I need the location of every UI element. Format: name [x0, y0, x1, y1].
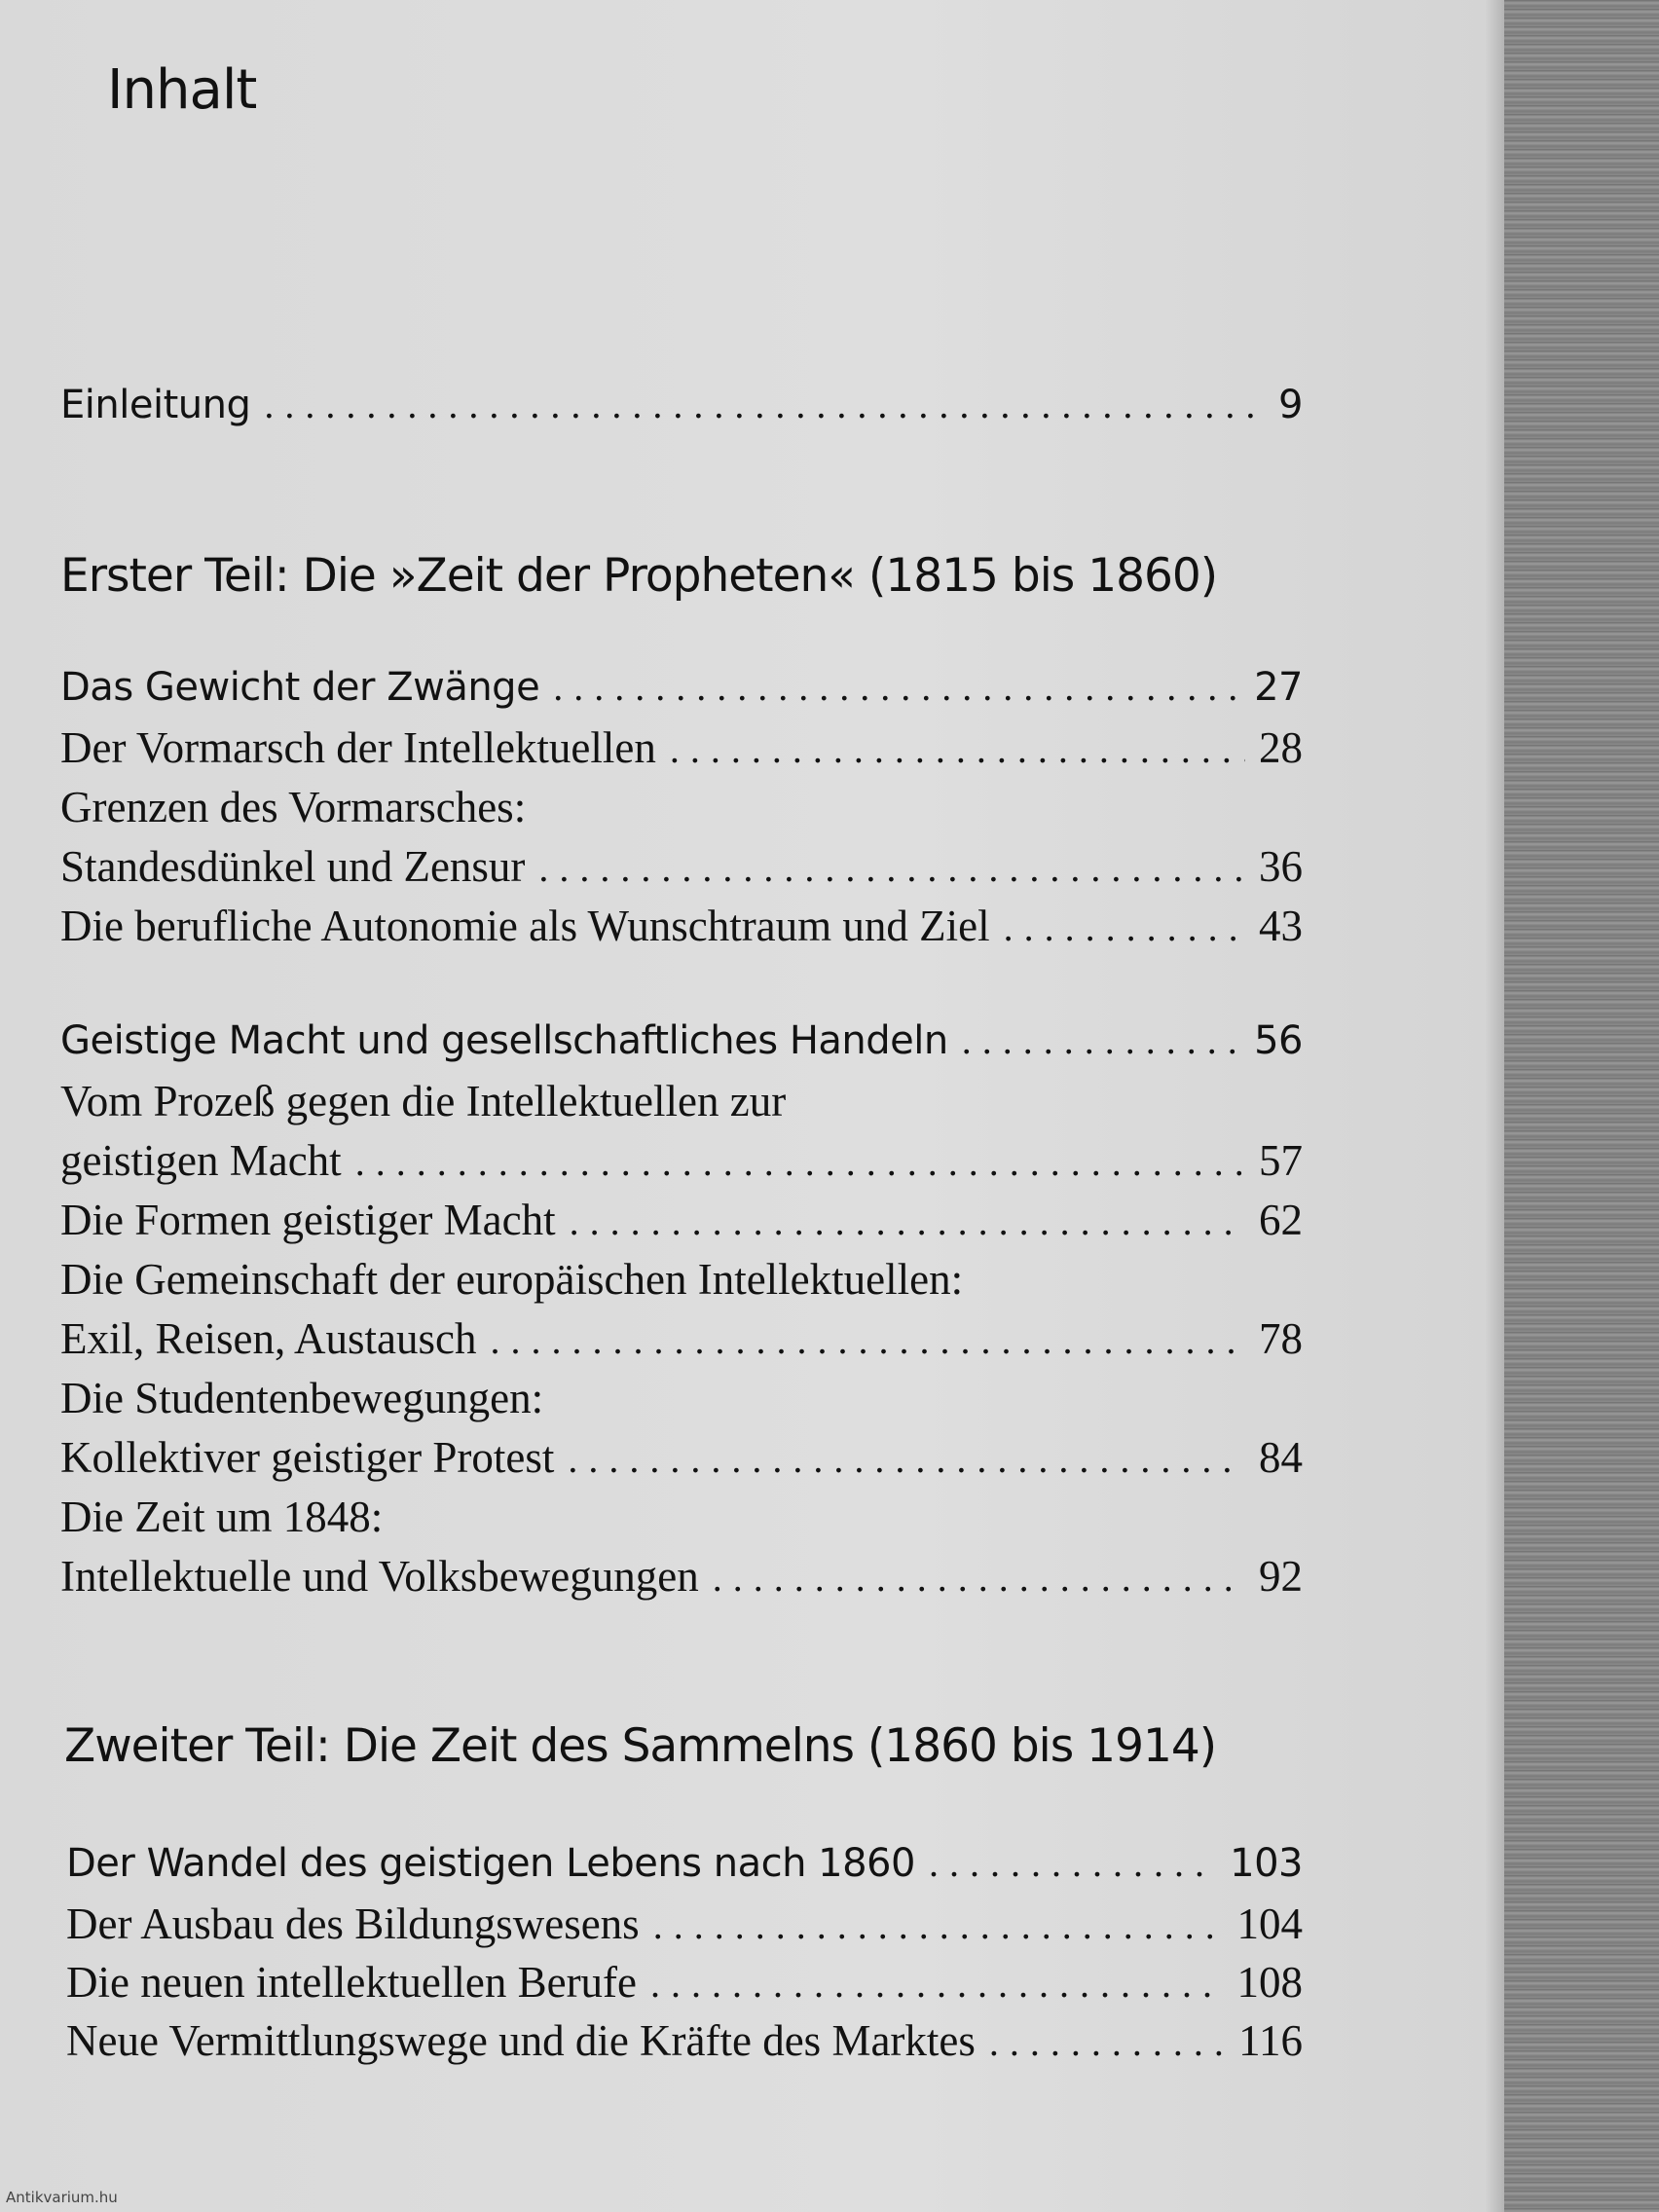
dot-leader — [570, 1198, 1245, 1244]
section-label: Der Vormarsch der Intellektuellen — [60, 723, 656, 772]
toc-section[interactable] — [66, 1899, 1303, 1949]
page-number: 104 — [1236, 1899, 1303, 1948]
dot-leader — [650, 1961, 1223, 2007]
section-label: Die Formen geistiger Macht — [60, 1196, 556, 1244]
toc-heading: Inhalt — [107, 58, 257, 122]
dot-leader — [264, 382, 1265, 427]
section-label: Exil, Reisen, Austausch — [60, 1314, 477, 1363]
toc-section[interactable] — [60, 841, 1303, 892]
page-number: 57 — [1259, 1136, 1303, 1185]
chapter-label: Der Wandel des geistigen Lebens nach 1860 — [66, 1841, 915, 1886]
dot-leader — [929, 1840, 1216, 1886]
page-number: 84 — [1259, 1433, 1303, 1482]
section-label-line1: Die Studentenbewegungen: — [60, 1374, 544, 1422]
part-title: Zweiter Teil: Die Zeit des Sammelns (1860 bis 1914) — [64, 1719, 1217, 1773]
toc-chapter[interactable] — [60, 664, 1303, 710]
page-number: 78 — [1259, 1314, 1303, 1363]
section-label-line1: Vom Prozeß gegen die Intellektuellen zur — [60, 1077, 787, 1125]
section-label: Die neuen intellektuellen Berufe — [66, 1958, 638, 2007]
toc-section[interactable] — [60, 1551, 1303, 1602]
section-label-line1: Die Zeit um 1848: — [60, 1493, 384, 1541]
page-number: 62 — [1259, 1196, 1303, 1244]
section-label: geistigen Macht — [60, 1136, 342, 1185]
page-number: 43 — [1259, 902, 1303, 950]
chapter-label: Das Gewicht der Zwänge — [60, 665, 540, 710]
dot-leader — [355, 1139, 1245, 1185]
page-number: 28 — [1259, 723, 1303, 772]
page-number: 36 — [1259, 842, 1303, 891]
toc-chapter[interactable] — [66, 1840, 1303, 1886]
dot-leader — [670, 726, 1245, 772]
page-number: 92 — [1259, 1552, 1303, 1601]
dot-leader — [553, 664, 1240, 710]
section-label: Kollektiver geistiger Protest — [60, 1433, 555, 1482]
section-label: Der Ausbau des Bildungswesens — [66, 1899, 640, 1948]
entry-label: Einleitung — [60, 383, 251, 427]
page-number: 9 — [1278, 383, 1303, 427]
section-label: Die berufliche Autonomie als Wunschtraum und Ziel — [60, 902, 990, 950]
dot-leader — [713, 1555, 1245, 1601]
toc-section[interactable] — [60, 901, 1303, 951]
chapter-label: Geistige Macht und gesellschaftliches Handeln — [60, 1018, 948, 1063]
toc-section[interactable] — [60, 722, 1303, 773]
page-number: 116 — [1238, 2016, 1303, 2065]
dot-leader — [653, 1902, 1224, 1948]
page-number: 108 — [1236, 1958, 1303, 2007]
toc-section[interactable] — [60, 1135, 1303, 1186]
dot-leader — [989, 2019, 1225, 2065]
section-label-line1: Die Gemeinschaft der europäischen Intellektuellen: — [60, 1255, 964, 1304]
dot-leader — [962, 1017, 1240, 1063]
toc-section[interactable] — [60, 1195, 1303, 1245]
page-number: 56 — [1254, 1018, 1303, 1063]
section-label-line1: Grenzen des Vormarsches: — [60, 783, 527, 831]
dot-leader — [1004, 904, 1245, 950]
watermark: Antikvarium.hu — [6, 2189, 118, 2206]
toc-section[interactable] — [66, 2015, 1303, 2066]
dot-leader — [490, 1317, 1245, 1363]
toc-section[interactable] — [60, 1432, 1303, 1483]
toc-entry-intro[interactable] — [60, 382, 1303, 427]
section-label: Neue Vermittlungswege und die Kräfte des Marktes — [66, 2016, 976, 2065]
toc-section[interactable] — [60, 1313, 1303, 1364]
page-number: 103 — [1230, 1841, 1303, 1886]
part-title: Erster Teil: Die »Zeit der Propheten« (1815 bis 1860) — [60, 549, 1218, 603]
section-label: Standesdünkel und Zensur — [60, 842, 526, 891]
toc-section[interactable] — [66, 1957, 1303, 2008]
stacked-page-edges — [1504, 0, 1659, 2212]
dot-leader — [538, 845, 1245, 891]
section-label: Intellektuelle und Volksbewegungen — [60, 1552, 699, 1601]
page-number: 27 — [1254, 665, 1303, 710]
toc-chapter[interactable] — [60, 1017, 1303, 1063]
dot-leader — [568, 1436, 1245, 1482]
